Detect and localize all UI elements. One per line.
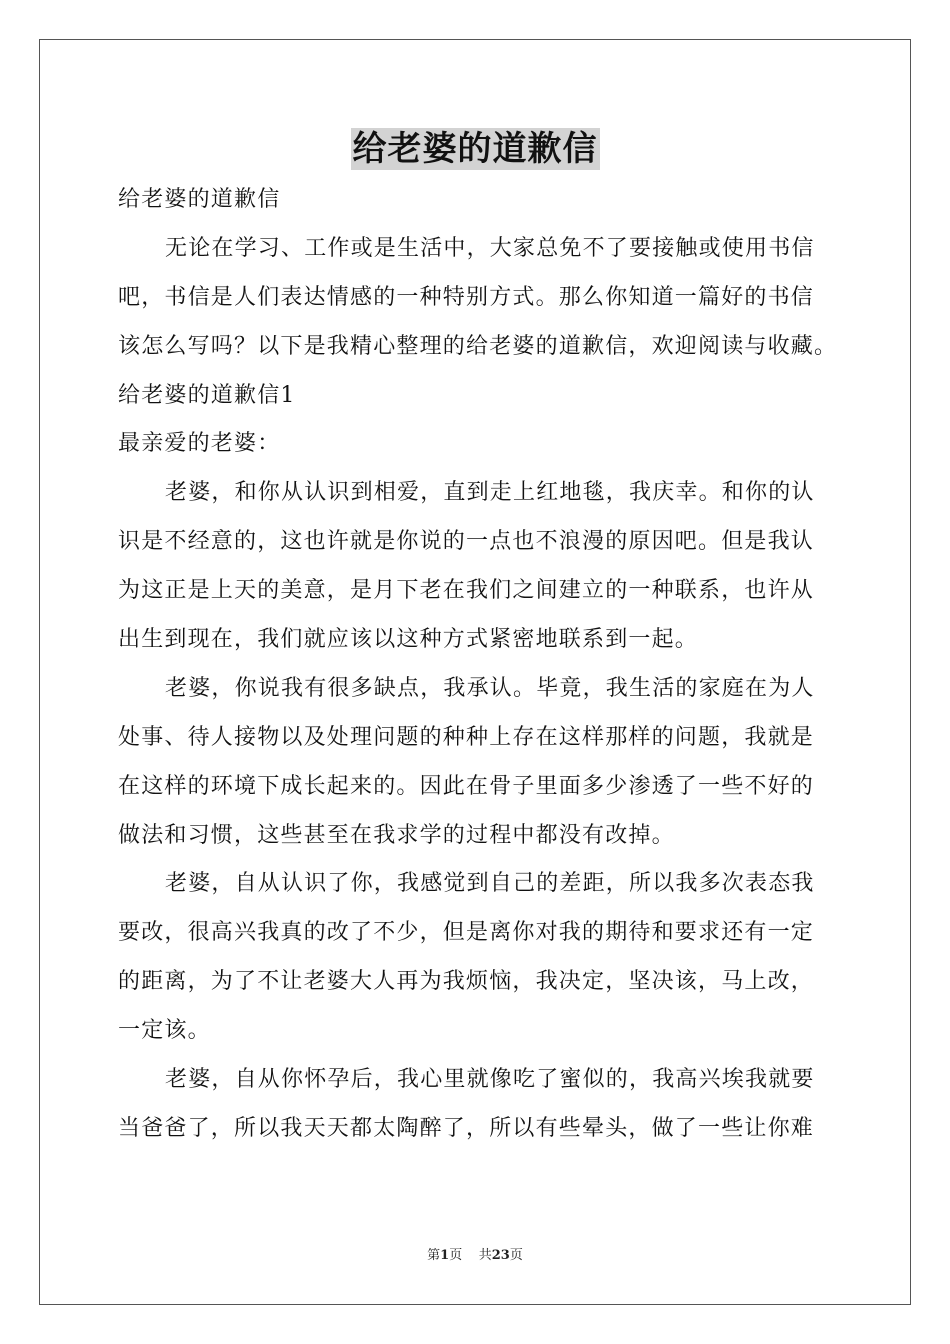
text-line: 识是不经意的，这也许就是你说的一点也不浪漫的原因吧。但是我认 <box>118 529 815 555</box>
document-title: 给老婆的道歉信 <box>352 129 598 169</box>
total-suffix: 页 <box>509 1248 523 1263</box>
page-prefix: 第 <box>427 1248 441 1263</box>
text-line: 为这正是上天的美意，是月下老在我们之间建立的一种联系，也许从 <box>118 578 815 604</box>
text-line: 做法和习惯，这些甚至在我求学的过程中都没有改掉。 <box>118 822 675 848</box>
text-line: 给老婆的道歉信 <box>118 187 281 212</box>
document-body <box>118 176 838 1154</box>
text-line: 最亲爱的老婆： <box>118 431 281 457</box>
text-line: 老婆，和你从认识到相爱，直到走上红地毯，我庆幸。和你的认 <box>165 480 815 506</box>
title-container <box>0 128 950 170</box>
text-line: 老婆，自从认识了你，我感觉到自己的差距，所以我多次表态我 <box>165 871 815 897</box>
page-number: 1 <box>440 1248 450 1263</box>
text-line: 一定该。 <box>118 1018 211 1044</box>
text-line: 吧，书信是人们表达情感的一种特别方式。那么你知道一篇好的书信 <box>118 284 815 310</box>
text-line: 当爸爸了，所以我天天都太陶醉了，所以有些晕头，做了一些让你难 <box>118 1115 815 1141</box>
text-line: 无论在学习、工作或是生活中，大家总免不了要接触或使用书信 <box>165 235 815 261</box>
text-line: 的距离，为了不让老婆大人再为我烦恼，我决定，坚决该，马上改， <box>118 969 815 995</box>
total-prefix: 共 <box>478 1248 492 1263</box>
page-footer <box>0 1244 950 1263</box>
text-line: 该怎么写吗？以下是我精心整理的给老婆的道歉信，欢迎阅读与收藏。 <box>118 333 838 359</box>
text-line: 处事、待人接物以及处理问题的种种上存在这样那样的问题，我就是 <box>118 724 815 750</box>
text-line: 在这样的环境下成长起来的。因此在骨子里面多少渗透了一些不好的 <box>118 773 815 799</box>
page-total: 23 <box>491 1248 510 1263</box>
text-line: 要改，很高兴我真的改了不少，但是离你对我的期待和要求还有一定 <box>118 920 815 946</box>
page-suffix: 页 <box>449 1248 463 1263</box>
text-line: 出生到现在，我们就应该以这种方式紧密地联系到一起。 <box>118 627 699 653</box>
text-line: 老婆，自从你怀孕后，我心里就像吃了蜜似的，我高兴埃我就要 <box>165 1067 815 1093</box>
text-line: 给老婆的道歉信1 <box>118 382 296 408</box>
text-line: 老婆，你说我有很多缺点，我承认。毕竟，我生活的家庭在为人 <box>165 675 815 701</box>
